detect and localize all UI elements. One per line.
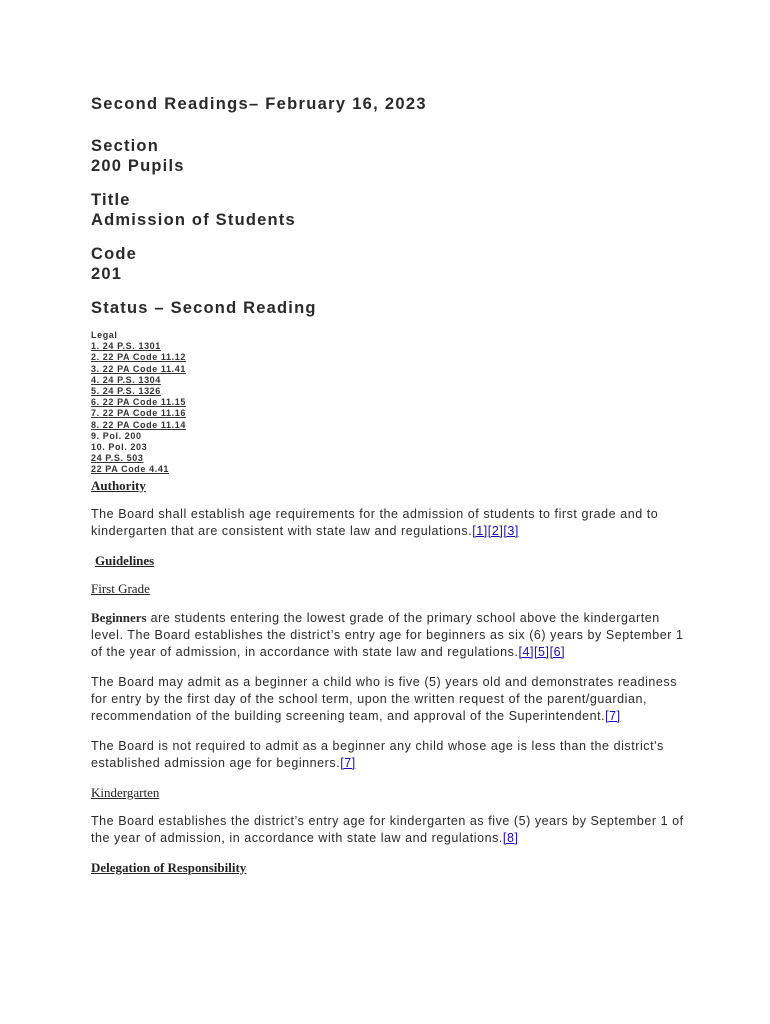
legal-item[interactable]: 8. 22 PA Code 11.14 (91, 419, 186, 430)
section-value: 200 Pupils (91, 157, 185, 175)
document-title: Second Readings– February 16, 2023 (91, 95, 427, 113)
footnote-link[interactable]: [5] (534, 644, 550, 659)
legal-item[interactable]: 4. 24 P.S. 1304 (91, 374, 161, 385)
legal-item: 10. Pol. 203 (91, 442, 148, 453)
not-required-text: The Board is not required to admit as a beginner any child whose age is less than the district's established admission age for beginners. (91, 738, 664, 770)
footnote-link[interactable]: [7] (605, 708, 621, 723)
delegation-heading: Delegation of Responsibility (91, 859, 247, 875)
footnote-link[interactable]: [7] (340, 755, 356, 770)
beginners-text: are students entering the lowest grade of the primary school above the kindergarten level. The Board establishes the district’s entry age for beginners as six (6) years by September 1 of the year of admission, in accordance with state law and regulations. (91, 610, 684, 659)
status-block (91, 298, 691, 318)
kindergarten-text: The Board establishes the district’s entry age for kindergarten as five (5) years by September 1 of the year of admission, in accordance with state law and regulations. (91, 813, 684, 845)
footnote-link[interactable]: [4] (518, 644, 535, 659)
legal-item[interactable]: 3. 22 PA Code 11.41 (91, 363, 186, 374)
title-block (91, 190, 691, 230)
status-line: Status – Second Reading (91, 299, 317, 317)
kindergarten-paragraph (91, 813, 691, 847)
not-required-paragraph (91, 738, 691, 772)
footnote-link[interactable]: [8] (502, 830, 519, 845)
legal-item: 9. Pol. 200 (91, 430, 142, 441)
authority-paragraph (91, 506, 691, 540)
first-grade-heading: First Grade (91, 580, 150, 596)
title-value: Admission of Students (91, 211, 296, 229)
authority-text: The Board shall establish age requirements for the admission of students to first grade and to kindergarten that are consistent with state law and regulations. (91, 506, 659, 538)
legal-item[interactable]: 2. 22 PA Code 11.12 (91, 352, 186, 363)
code-value: 201 (91, 265, 123, 283)
guidelines-heading: Guidelines (95, 552, 155, 568)
beginners-term: Beginners (91, 609, 147, 625)
section-block (91, 136, 691, 176)
footnote-link[interactable]: [6] (549, 644, 566, 659)
legal-item[interactable]: 24 P.S. 503 (91, 453, 144, 464)
legal-label: Legal (91, 330, 118, 340)
footnote-link[interactable]: [2] (487, 523, 504, 538)
legal-item[interactable]: 22 PA Code 4.41 (91, 464, 170, 475)
legal-list (91, 330, 691, 476)
footnote-link[interactable]: [1] (472, 523, 488, 538)
legal-item[interactable]: 7. 22 PA Code 11.16 (91, 408, 186, 419)
legal-item[interactable]: 6. 22 PA Code 11.15 (91, 397, 186, 408)
kindergarten-heading: Kindergarten (91, 784, 160, 800)
code-block (91, 244, 691, 284)
authority-heading: Authority (91, 477, 146, 493)
section-label: Section (91, 137, 159, 155)
title-label: Title (91, 191, 131, 209)
code-label: Code (91, 245, 138, 263)
admit-paragraph (91, 674, 691, 725)
footnote-link[interactable]: [3] (503, 523, 519, 538)
legal-item[interactable]: 1. 24 P.S. 1301 (91, 341, 161, 352)
beginners-paragraph (91, 609, 691, 661)
document-content (91, 94, 691, 876)
admit-text: The Board may admit as a beginner a child who is five (5) years old and demonstrates readiness for entry by the first day of the school term, upon the written request of the parent/guardian, recommendation of the building screening team, and approval of the Superintendent. (91, 674, 678, 723)
legal-item[interactable]: 5. 24 P.S. 1326 (91, 386, 161, 397)
